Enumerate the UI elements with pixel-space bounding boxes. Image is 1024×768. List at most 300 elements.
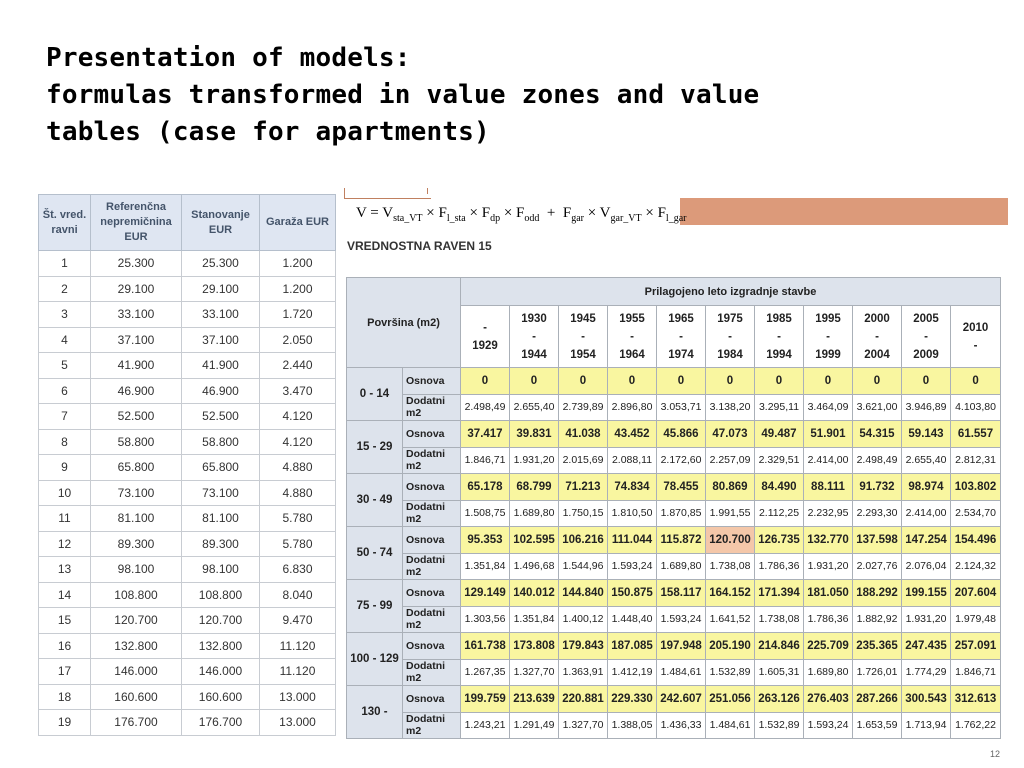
- garage-value-cell: 1.200: [260, 251, 336, 277]
- table-row: [39, 480, 336, 506]
- osnova-value-cell: 188.292: [853, 580, 902, 607]
- osnova-value-cell: 150.875: [608, 580, 657, 607]
- year-range-part: -: [826, 330, 830, 343]
- decorative-accent-bar: [680, 198, 1008, 225]
- header-row-top: [347, 278, 1001, 306]
- garage-value-cell: 11.120: [260, 659, 336, 685]
- reference-value-cell: 176.700: [91, 710, 182, 736]
- dodatni-label: Dodatni m2: [403, 712, 461, 739]
- dodatni-value-cell: 1.351,84: [510, 606, 559, 633]
- valuation-formula: $V = V_{sta\_VT} \times F_{l\_sta} \times F_{dp} \times F_{odd} + F_{gar} \times V_{gar\_VT} \times F_{l\_gar}$: [356, 205, 687, 224]
- table-row: [39, 582, 336, 608]
- dodatni-value-cell: 1.388,05: [608, 712, 657, 739]
- osnova-value-cell: 140.012: [510, 580, 559, 607]
- garage-value-cell: 3.470: [260, 378, 336, 404]
- dodatni-value-cell: 1.508,75: [461, 500, 510, 527]
- table-row-osnova: [347, 580, 1001, 607]
- garage-value-cell: 8.040: [260, 582, 336, 608]
- osnova-label: Osnova: [403, 686, 461, 713]
- garage-value-cell: 5.780: [260, 506, 336, 532]
- osnova-value-cell: 229.330: [608, 686, 657, 713]
- dodatni-value-cell: 1.412,19: [608, 659, 657, 686]
- dodatni-value-cell: 2.498,49: [853, 447, 902, 474]
- reference-value-cell: 29.100: [91, 276, 182, 302]
- title-line-3: tables (case for apartments): [46, 117, 490, 147]
- dodatni-value-cell: 2.088,11: [608, 447, 657, 474]
- osnova-value-cell: 276.403: [804, 686, 853, 713]
- year-range-part: 2010: [962, 321, 989, 334]
- year-range-header: [608, 306, 657, 368]
- dodatni-value-cell: 1.979,48: [951, 606, 1001, 633]
- table-row-osnova: [347, 633, 1001, 660]
- dodatni-value-cell: 1.641,52: [706, 606, 755, 633]
- dodatni-value-cell: 2.896,80: [608, 394, 657, 421]
- osnova-value-cell: 91.732: [853, 474, 902, 501]
- table-row-osnova: [347, 527, 1001, 554]
- year-range-part: 1944: [521, 348, 547, 361]
- dodatni-value-cell: 2.414,00: [804, 447, 853, 474]
- dodatni-value-cell: 2.112,25: [755, 500, 804, 527]
- dodatni-value-cell: 1.762,22: [951, 712, 1001, 739]
- dodatni-value-cell: 1.303,56: [461, 606, 510, 633]
- table-row: [39, 710, 336, 736]
- level-cell: 19: [39, 710, 91, 736]
- level-cell: 1: [39, 251, 91, 277]
- value-table-level-15: [346, 277, 1001, 739]
- osnova-value-cell: 65.178: [461, 474, 510, 501]
- osnova-value-cell: 251.056: [706, 686, 755, 713]
- year-range-part: 1995: [815, 312, 841, 325]
- osnova-value-cell: 247.435: [902, 633, 951, 660]
- dodatni-value-cell: 2.293,30: [853, 500, 902, 527]
- dodatni-value-cell: 3.621,00: [853, 394, 902, 421]
- osnova-value-cell: 214.846: [755, 633, 804, 660]
- table-row: [39, 251, 336, 277]
- dodatni-value-cell: 1.653,59: [853, 712, 902, 739]
- dodatni-value-cell: 1.991,55: [706, 500, 755, 527]
- dodatni-value-cell: 1.327,70: [510, 659, 559, 686]
- year-range-part: 2009: [913, 348, 939, 361]
- osnova-value-cell: 144.840: [559, 580, 608, 607]
- table-row-dodatni: [347, 606, 1001, 633]
- osnova-value-cell: 257.091: [951, 633, 1001, 660]
- garage-value-cell: 13.000: [260, 710, 336, 736]
- table-row: [39, 327, 336, 353]
- table-row: [39, 531, 336, 557]
- table-row: [39, 276, 336, 302]
- osnova-value-cell: 154.496: [951, 527, 1001, 554]
- year-range-part: 2004: [864, 348, 890, 361]
- dodatni-value-cell: 1.750,15: [559, 500, 608, 527]
- dodatni-value-cell: 1.882,92: [853, 606, 902, 633]
- apartment-value-cell: 89.300: [182, 531, 260, 557]
- level-cell: 15: [39, 608, 91, 634]
- table-row: [39, 404, 336, 430]
- osnova-value-cell: 103.802: [951, 474, 1001, 501]
- osnova-value-cell: 220.881: [559, 686, 608, 713]
- dodatni-value-cell: 2.172,60: [657, 447, 706, 474]
- dodatni-value-cell: 1.931,20: [510, 447, 559, 474]
- year-range-header: [755, 306, 804, 368]
- osnova-value-cell: 84.490: [755, 474, 804, 501]
- osnova-value-cell: 197.948: [657, 633, 706, 660]
- year-range-part: -: [532, 330, 536, 343]
- garage-value-cell: 4.880: [260, 455, 336, 481]
- apartment-value-cell: 120.700: [182, 608, 260, 634]
- level-cell: 18: [39, 684, 91, 710]
- garage-value-cell: 13.000: [260, 684, 336, 710]
- dodatni-label: Dodatni m2: [403, 394, 461, 421]
- osnova-value-cell: 0: [461, 368, 510, 395]
- osnova-value-cell: 78.455: [657, 474, 706, 501]
- dodatni-value-cell: 1.496,68: [510, 553, 559, 580]
- header-garage: Garaža EUR: [260, 195, 336, 251]
- table-row-dodatni: [347, 712, 1001, 739]
- osnova-value-cell: 205.190: [706, 633, 755, 660]
- year-range-part: -: [875, 330, 879, 343]
- dodatni-value-cell: 2.655,40: [902, 447, 951, 474]
- osnova-value-cell: 187.085: [608, 633, 657, 660]
- apartment-value-cell: 52.500: [182, 404, 260, 430]
- osnova-value-cell: 312.613: [951, 686, 1001, 713]
- garage-value-cell: 1.200: [260, 276, 336, 302]
- year-range-part: 1930: [521, 312, 547, 325]
- osnova-value-cell: 225.709: [804, 633, 853, 660]
- level-cell: 9: [39, 455, 91, 481]
- year-range-header: [951, 306, 1001, 368]
- year-range-part: 2005: [913, 312, 939, 325]
- osnova-label: Osnova: [403, 421, 461, 448]
- table-row-dodatni: [347, 394, 1001, 421]
- dodatni-value-cell: 2.414,00: [902, 500, 951, 527]
- osnova-value-cell: 300.543: [902, 686, 951, 713]
- dodatni-value-cell: 1.713,94: [902, 712, 951, 739]
- osnova-value-cell: 106.216: [559, 527, 608, 554]
- year-range-part: 1964: [619, 348, 645, 361]
- apartment-value-cell: 65.800: [182, 455, 260, 481]
- table-row: [39, 608, 336, 634]
- osnova-value-cell: 0: [608, 368, 657, 395]
- dodatni-label: Dodatni m2: [403, 659, 461, 686]
- reference-value-cell: 132.800: [91, 633, 182, 659]
- osnova-value-cell: 37.417: [461, 421, 510, 448]
- osnova-value-cell: 0: [951, 368, 1001, 395]
- year-range-header: [902, 306, 951, 368]
- year-range-part: 1985: [766, 312, 792, 325]
- osnova-value-cell: 80.869: [706, 474, 755, 501]
- osnova-value-cell: 171.394: [755, 580, 804, 607]
- dodatni-value-cell: 1.846,71: [461, 447, 510, 474]
- osnova-value-cell: 74.834: [608, 474, 657, 501]
- apartment-value-cell: 73.100: [182, 480, 260, 506]
- year-range-part: -: [973, 339, 978, 352]
- year-group-header: Prilagojeno leto izgradnje stavbe: [461, 278, 1001, 306]
- dodatni-value-cell: 2.739,89: [559, 394, 608, 421]
- osnova-label: Osnova: [403, 527, 461, 554]
- dodatni-label: Dodatni m2: [403, 606, 461, 633]
- garage-value-cell: 4.120: [260, 429, 336, 455]
- dodatni-value-cell: 1.544,96: [559, 553, 608, 580]
- reference-value-cell: 120.700: [91, 608, 182, 634]
- year-range-part: -: [581, 330, 585, 343]
- osnova-label: Osnova: [403, 580, 461, 607]
- dodatni-value-cell: 1.267,35: [461, 659, 510, 686]
- reference-value-cell: 52.500: [91, 404, 182, 430]
- dodatni-label: Dodatni m2: [403, 500, 461, 527]
- year-range-part: 1994: [766, 348, 792, 361]
- apartment-value-cell: 132.800: [182, 633, 260, 659]
- slide-title: [46, 40, 759, 151]
- apartment-value-cell: 98.100: [182, 557, 260, 583]
- level-cell: 8: [39, 429, 91, 455]
- level-cell: 12: [39, 531, 91, 557]
- table-row: [39, 353, 336, 379]
- year-range-part: -: [483, 321, 487, 334]
- dodatni-value-cell: 1.351,84: [461, 553, 510, 580]
- dodatni-value-cell: 1.774,29: [902, 659, 951, 686]
- title-line-1: Presentation of models:: [46, 43, 411, 73]
- dodatni-value-cell: 2.015,69: [559, 447, 608, 474]
- osnova-value-cell: 173.808: [510, 633, 559, 660]
- apartment-value-cell: 41.900: [182, 353, 260, 379]
- reference-value-cell: 98.100: [91, 557, 182, 583]
- dodatni-value-cell: 1.689,80: [804, 659, 853, 686]
- year-range-header: [853, 306, 902, 368]
- osnova-value-cell: 51.901: [804, 421, 853, 448]
- garage-value-cell: 4.880: [260, 480, 336, 506]
- dodatni-value-cell: 1.484,61: [657, 659, 706, 686]
- dodatni-value-cell: 2.534,70: [951, 500, 1001, 527]
- dodatni-value-cell: 1.605,31: [755, 659, 804, 686]
- osnova-value-cell: 111.044: [608, 527, 657, 554]
- osnova-value-cell: 129.149: [461, 580, 510, 607]
- reference-value-cell: 89.300: [91, 531, 182, 557]
- dodatni-value-cell: 1.786,36: [804, 606, 853, 633]
- reference-value-cell: 58.800: [91, 429, 182, 455]
- level-cell: 13: [39, 557, 91, 583]
- year-range-part: -: [777, 330, 781, 343]
- dodatni-value-cell: 1.593,24: [657, 606, 706, 633]
- area-header: Površina (m2): [347, 278, 461, 368]
- highlighted-value-cell: 120.700: [706, 527, 755, 554]
- reference-value-cell: 146.000: [91, 659, 182, 685]
- header-level-number: Št. vred. ravni: [39, 195, 91, 251]
- osnova-value-cell: 43.452: [608, 421, 657, 448]
- osnova-value-cell: 102.595: [510, 527, 559, 554]
- table-row-dodatni: [347, 500, 1001, 527]
- dodatni-label: Dodatni m2: [403, 447, 461, 474]
- dodatni-value-cell: 3.138,20: [706, 394, 755, 421]
- level-cell: 4: [39, 327, 91, 353]
- value-levels-header-row: [39, 195, 336, 251]
- decorative-corner-mark: [344, 188, 431, 199]
- osnova-value-cell: 61.557: [951, 421, 1001, 448]
- header-apartment: Stanovanje EUR: [182, 195, 260, 251]
- table-row: [39, 684, 336, 710]
- osnova-value-cell: 41.038: [559, 421, 608, 448]
- dodatni-value-cell: 2.329,51: [755, 447, 804, 474]
- osnova-value-cell: 39.831: [510, 421, 559, 448]
- dodatni-value-cell: 1.846,71: [951, 659, 1001, 686]
- osnova-value-cell: 115.872: [657, 527, 706, 554]
- year-range-part: -: [630, 330, 634, 343]
- dodatni-value-cell: 1.689,80: [657, 553, 706, 580]
- reference-value-cell: 37.100: [91, 327, 182, 353]
- garage-value-cell: 1.720: [260, 302, 336, 328]
- osnova-value-cell: 164.152: [706, 580, 755, 607]
- apartment-value-cell: 160.600: [182, 684, 260, 710]
- osnova-value-cell: 68.799: [510, 474, 559, 501]
- table-row-dodatni: [347, 553, 1001, 580]
- year-range-part: 1929: [472, 339, 498, 352]
- osnova-value-cell: 132.770: [804, 527, 853, 554]
- osnova-value-cell: 242.607: [657, 686, 706, 713]
- dodatni-value-cell: 1.400,12: [559, 606, 608, 633]
- year-range-header: [804, 306, 853, 368]
- dodatni-value-cell: 2.655,40: [510, 394, 559, 421]
- osnova-value-cell: 71.213: [559, 474, 608, 501]
- dodatni-value-cell: 1.327,70: [559, 712, 608, 739]
- dodatni-value-cell: 2.232,95: [804, 500, 853, 527]
- level-cell: 2: [39, 276, 91, 302]
- osnova-value-cell: 47.073: [706, 421, 755, 448]
- osnova-value-cell: 0: [853, 368, 902, 395]
- year-range-part: 1954: [570, 348, 596, 361]
- osnova-value-cell: 137.598: [853, 527, 902, 554]
- dodatni-value-cell: 1.931,20: [902, 606, 951, 633]
- year-range-header: [559, 306, 608, 368]
- osnova-value-cell: 0: [657, 368, 706, 395]
- dodatni-value-cell: 2.027,76: [853, 553, 902, 580]
- area-range-cell: 0 - 14: [347, 368, 403, 421]
- year-range-part: 1974: [668, 348, 694, 361]
- year-range-part: -: [728, 330, 732, 343]
- dodatni-value-cell: 3.946,89: [902, 394, 951, 421]
- apartment-value-cell: 37.100: [182, 327, 260, 353]
- year-range-header: [706, 306, 755, 368]
- osnova-value-cell: 49.487: [755, 421, 804, 448]
- osnova-value-cell: 0: [755, 368, 804, 395]
- year-range-part: 2000: [864, 312, 890, 325]
- reference-value-cell: 73.100: [91, 480, 182, 506]
- apartment-value-cell: 108.800: [182, 582, 260, 608]
- year-range-header: [461, 306, 510, 368]
- osnova-value-cell: 263.126: [755, 686, 804, 713]
- dodatni-value-cell: 1.738,08: [755, 606, 804, 633]
- table-row-osnova: [347, 368, 1001, 395]
- osnova-value-cell: 161.738: [461, 633, 510, 660]
- osnova-value-cell: 207.604: [951, 580, 1001, 607]
- dodatni-value-cell: 2.498,49: [461, 394, 510, 421]
- dodatni-value-cell: 1.484,61: [706, 712, 755, 739]
- osnova-value-cell: 181.050: [804, 580, 853, 607]
- reference-value-cell: 65.800: [91, 455, 182, 481]
- year-range-part: -: [924, 330, 928, 343]
- dodatni-value-cell: 4.103,80: [951, 394, 1001, 421]
- reference-value-cell: 33.100: [91, 302, 182, 328]
- table-row-dodatni: [347, 659, 1001, 686]
- osnova-value-cell: 235.365: [853, 633, 902, 660]
- garage-value-cell: 5.780: [260, 531, 336, 557]
- table-row: [39, 659, 336, 685]
- table-row: [39, 302, 336, 328]
- osnova-value-cell: 0: [510, 368, 559, 395]
- osnova-value-cell: 0: [559, 368, 608, 395]
- osnova-value-cell: 199.759: [461, 686, 510, 713]
- apartment-value-cell: 146.000: [182, 659, 260, 685]
- dodatni-value-cell: 1.593,24: [804, 712, 853, 739]
- value-level-title: VREDNOSTNA RAVEN 15: [347, 239, 492, 253]
- apartment-value-cell: 58.800: [182, 429, 260, 455]
- dodatni-value-cell: 2.124,32: [951, 553, 1001, 580]
- dodatni-value-cell: 1.726,01: [853, 659, 902, 686]
- area-range-cell: 50 - 74: [347, 527, 403, 580]
- osnova-label: Osnova: [403, 474, 461, 501]
- apartment-value-cell: 81.100: [182, 506, 260, 532]
- osnova-value-cell: 0: [902, 368, 951, 395]
- reference-value-cell: 25.300: [91, 251, 182, 277]
- year-range-part: 1999: [815, 348, 841, 361]
- osnova-value-cell: 45.866: [657, 421, 706, 448]
- level-cell: 3: [39, 302, 91, 328]
- osnova-value-cell: 59.143: [902, 421, 951, 448]
- level-cell: 17: [39, 659, 91, 685]
- dodatni-value-cell: 1.532,89: [755, 712, 804, 739]
- osnova-value-cell: 158.117: [657, 580, 706, 607]
- osnova-value-cell: 95.353: [461, 527, 510, 554]
- dodatni-value-cell: 1.870,85: [657, 500, 706, 527]
- dodatni-value-cell: 1.786,36: [755, 553, 804, 580]
- year-range-part: 1965: [668, 312, 694, 325]
- garage-value-cell: 11.120: [260, 633, 336, 659]
- page-number: 12: [990, 749, 1001, 759]
- dodatni-value-cell: 1.291,49: [510, 712, 559, 739]
- year-range-part: 1975: [717, 312, 743, 325]
- reference-value-cell: 81.100: [91, 506, 182, 532]
- dodatni-value-cell: 3.295,11: [755, 394, 804, 421]
- apartment-value-cell: 25.300: [182, 251, 260, 277]
- level-cell: 14: [39, 582, 91, 608]
- year-range-header: [510, 306, 559, 368]
- dodatni-value-cell: 1.738,08: [706, 553, 755, 580]
- level-cell: 16: [39, 633, 91, 659]
- dodatni-value-cell: 1.689,80: [510, 500, 559, 527]
- table-row: [39, 378, 336, 404]
- apartment-value-cell: 29.100: [182, 276, 260, 302]
- dodatni-value-cell: 2.257,09: [706, 447, 755, 474]
- garage-value-cell: 4.120: [260, 404, 336, 430]
- table-row-osnova: [347, 686, 1001, 713]
- table-row-osnova: [347, 474, 1001, 501]
- apartment-value-cell: 176.700: [182, 710, 260, 736]
- osnova-value-cell: 98.974: [902, 474, 951, 501]
- osnova-value-cell: 199.155: [902, 580, 951, 607]
- garage-value-cell: 2.050: [260, 327, 336, 353]
- apartment-value-cell: 33.100: [182, 302, 260, 328]
- level-cell: 10: [39, 480, 91, 506]
- dodatni-value-cell: 1.448,40: [608, 606, 657, 633]
- dodatni-label: Dodatni m2: [403, 553, 461, 580]
- dodatni-value-cell: 1.810,50: [608, 500, 657, 527]
- garage-value-cell: 6.830: [260, 557, 336, 583]
- value-levels-body: [39, 251, 336, 736]
- osnova-value-cell: 54.315: [853, 421, 902, 448]
- table-row: [39, 633, 336, 659]
- garage-value-cell: 9.470: [260, 608, 336, 634]
- dodatni-value-cell: 1.363,91: [559, 659, 608, 686]
- osnova-value-cell: 126.735: [755, 527, 804, 554]
- area-range-cell: 100 - 129: [347, 633, 403, 686]
